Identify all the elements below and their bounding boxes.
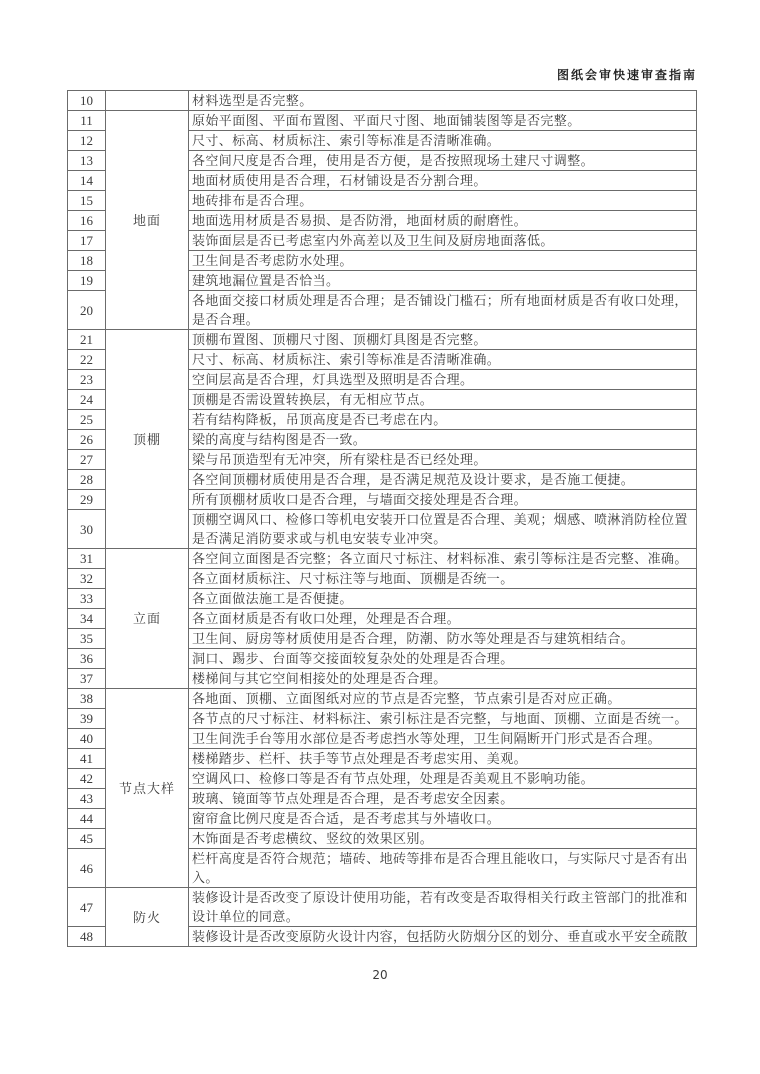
category-cell: 顶棚 bbox=[106, 330, 189, 549]
checklist-item-cell: 若有结构降板，吊顶高度是否已考虑在内。 bbox=[189, 410, 697, 430]
category-cell: 立面 bbox=[106, 549, 189, 689]
checklist-item-cell: 原始平面图、平面布置图、平面尺寸图、地面铺装图等是否完整。 bbox=[189, 111, 697, 131]
row-number-cell: 17 bbox=[68, 231, 106, 251]
checklist-item-cell: 空间层高是否合理，灯具选型及照明是否合理。 bbox=[189, 370, 697, 390]
row-number-cell: 48 bbox=[68, 927, 106, 947]
row-number-cell: 43 bbox=[68, 789, 106, 809]
row-number-cell: 37 bbox=[68, 669, 106, 689]
checklist-item-cell: 卫生间、厨房等材质使用是否合理，防潮、防水等处理是否与建筑相结合。 bbox=[189, 629, 697, 649]
review-table-body bbox=[68, 91, 697, 947]
checklist-item-cell: 卫生间洗手台等用水部位是否考虑挡水等处理，卫生间隔断开门形式是否合理。 bbox=[189, 729, 697, 749]
category-cell: 节点大样 bbox=[106, 689, 189, 888]
category-cell: 防火 bbox=[106, 888, 189, 947]
row-number-cell: 19 bbox=[68, 271, 106, 291]
checklist-item-cell: 梁的高度与结构图是否一致。 bbox=[189, 430, 697, 450]
checklist-item-cell: 楼梯踏步、栏杆、扶手等节点处理是否考虑实用、美观。 bbox=[189, 749, 697, 769]
checklist-item-cell: 所有顶棚材质收口是否合理，与墙面交接处理是否合理。 bbox=[189, 490, 697, 510]
checklist-item-cell: 各地面、顶棚、立面图纸对应的节点是否完整，节点索引是否对应正确。 bbox=[189, 689, 697, 709]
row-number-cell: 42 bbox=[68, 769, 106, 789]
checklist-item-cell: 顶棚空调风口、检修口等机电安装开口位置是否合理、美观；烟感、喷淋消防栓位置是否满足消防要求或与机电安装专业冲突。 bbox=[189, 510, 697, 549]
row-number-cell: 35 bbox=[68, 629, 106, 649]
row-number-cell: 22 bbox=[68, 350, 106, 370]
row-number-cell: 11 bbox=[68, 111, 106, 131]
row-number-cell: 44 bbox=[68, 809, 106, 829]
checklist-item-cell: 顶棚是否需设置转换层，有无相应节点。 bbox=[189, 390, 697, 410]
row-number-cell: 18 bbox=[68, 251, 106, 271]
table-row bbox=[68, 91, 697, 111]
row-number-cell: 14 bbox=[68, 171, 106, 191]
page-header-title: 图纸会审快速审查指南 bbox=[556, 68, 697, 82]
checklist-item-cell: 装修设计是否改变原防火设计内容，包括防火防烟分区的划分、垂直或水平安全疏散 bbox=[189, 927, 697, 947]
checklist-item-cell: 地面选用材质是否易损、是否防滑，地面材质的耐磨性。 bbox=[189, 211, 697, 231]
checklist-item-cell: 卫生间是否考虑防水处理。 bbox=[189, 251, 697, 271]
checklist-item-cell: 各空间顶棚材质使用是否合理，是否满足规范及设计要求，是否施工便捷。 bbox=[189, 470, 697, 490]
row-number-cell: 30 bbox=[68, 510, 106, 549]
row-number-cell: 13 bbox=[68, 151, 106, 171]
checklist-item-cell: 楼梯间与其它空间相接处的处理是否合理。 bbox=[189, 669, 697, 689]
checklist-item-cell: 尺寸、标高、材质标注、索引等标准是否清晰准确。 bbox=[189, 131, 697, 151]
row-number-cell: 16 bbox=[68, 211, 106, 231]
checklist-item-cell: 装修设计是否改变了原设计使用功能，若有改变是否取得相关行政主管部门的批准和设计单位的同意。 bbox=[189, 888, 697, 927]
row-number-cell: 39 bbox=[68, 709, 106, 729]
table-row bbox=[68, 549, 697, 569]
table-row bbox=[68, 888, 697, 927]
checklist-item-cell: 各立面材质是否有收口处理，处理是否合理。 bbox=[189, 609, 697, 629]
table-row bbox=[68, 689, 697, 709]
checklist-item-cell: 地面材质使用是否合理，石材铺设是否分割合理。 bbox=[189, 171, 697, 191]
checklist-item-cell: 各空间尺度是否合理，使用是否方便，是否按照现场土建尺寸调整。 bbox=[189, 151, 697, 171]
checklist-item-cell: 木饰面是否考虑横纹、竖纹的效果区别。 bbox=[189, 829, 697, 849]
checklist-item-cell: 梁与吊顶造型有无冲突，所有梁柱是否已经处理。 bbox=[189, 450, 697, 470]
row-number-cell: 38 bbox=[68, 689, 106, 709]
checklist-item-cell: 地砖排布是否合理。 bbox=[189, 191, 697, 211]
checklist-item-cell: 建筑地漏位置是否恰当。 bbox=[189, 271, 697, 291]
row-number-cell: 28 bbox=[68, 470, 106, 490]
review-checklist-table bbox=[67, 90, 697, 947]
checklist-item-cell: 洞口、踢步、台面等交接面较复杂处的处理是否合理。 bbox=[189, 649, 697, 669]
checklist-item-cell: 各地面交接口材质处理是否合理；是否铺设门槛石；所有地面材质是否有收口处理，是否合理。 bbox=[189, 291, 697, 330]
table-row bbox=[68, 330, 697, 350]
row-number-cell: 27 bbox=[68, 450, 106, 470]
checklist-item-cell: 玻璃、镜面等节点处理是否合理，是否考虑安全因素。 bbox=[189, 789, 697, 809]
checklist-item-cell: 尺寸、标高、材质标注、索引等标准是否清晰准确。 bbox=[189, 350, 697, 370]
checklist-item-cell: 各空间立面图是否完整；各立面尺寸标注、材料标准、索引等标注是否完整、准确。 bbox=[189, 549, 697, 569]
category-cell bbox=[106, 91, 189, 111]
row-number-cell: 15 bbox=[68, 191, 106, 211]
row-number-cell: 25 bbox=[68, 410, 106, 430]
checklist-item-cell: 各立面做法施工是否便捷。 bbox=[189, 589, 697, 609]
row-number-cell: 32 bbox=[68, 569, 106, 589]
row-number-cell: 21 bbox=[68, 330, 106, 350]
row-number-cell: 45 bbox=[68, 829, 106, 849]
table-row bbox=[68, 111, 697, 131]
row-number-cell: 24 bbox=[68, 390, 106, 410]
category-cell: 地面 bbox=[106, 111, 189, 330]
row-number-cell: 40 bbox=[68, 729, 106, 749]
row-number-cell: 47 bbox=[68, 888, 106, 927]
page-number: 20 bbox=[372, 968, 388, 982]
row-number-cell: 10 bbox=[68, 91, 106, 111]
checklist-item-cell: 材料选型是否完整。 bbox=[189, 91, 697, 111]
row-number-cell: 26 bbox=[68, 430, 106, 450]
checklist-item-cell: 顶棚布置图、顶棚尺寸图、顶棚灯具图是否完整。 bbox=[189, 330, 697, 350]
checklist-item-cell: 各立面材质标注、尺寸标注等与地面、顶棚是否统一。 bbox=[189, 569, 697, 589]
checklist-item-cell: 栏杆高度是否符合规范；墙砖、地砖等排布是否合理且能收口，与实际尺寸是否有出入。 bbox=[189, 849, 697, 888]
row-number-cell: 33 bbox=[68, 589, 106, 609]
checklist-item-cell: 装饰面层是否已考虑室内外高差以及卫生间及厨房地面落低。 bbox=[189, 231, 697, 251]
row-number-cell: 29 bbox=[68, 490, 106, 510]
row-number-cell: 36 bbox=[68, 649, 106, 669]
row-number-cell: 34 bbox=[68, 609, 106, 629]
row-number-cell: 23 bbox=[68, 370, 106, 390]
checklist-item-cell: 各节点的尺寸标注、材料标注、索引标注是否完整，与地面、顶棚、立面是否统一。 bbox=[189, 709, 697, 729]
checklist-item-cell: 空调风口、检修口等是否有节点处理，处理是否美观且不影响功能。 bbox=[189, 769, 697, 789]
row-number-cell: 12 bbox=[68, 131, 106, 151]
row-number-cell: 46 bbox=[68, 849, 106, 888]
row-number-cell: 31 bbox=[68, 549, 106, 569]
checklist-item-cell: 窗帘盒比例尺度是否合适，是否考虑其与外墙收口。 bbox=[189, 809, 697, 829]
row-number-cell: 20 bbox=[68, 291, 106, 330]
row-number-cell: 41 bbox=[68, 749, 106, 769]
review-checklist-table-container bbox=[67, 90, 697, 947]
